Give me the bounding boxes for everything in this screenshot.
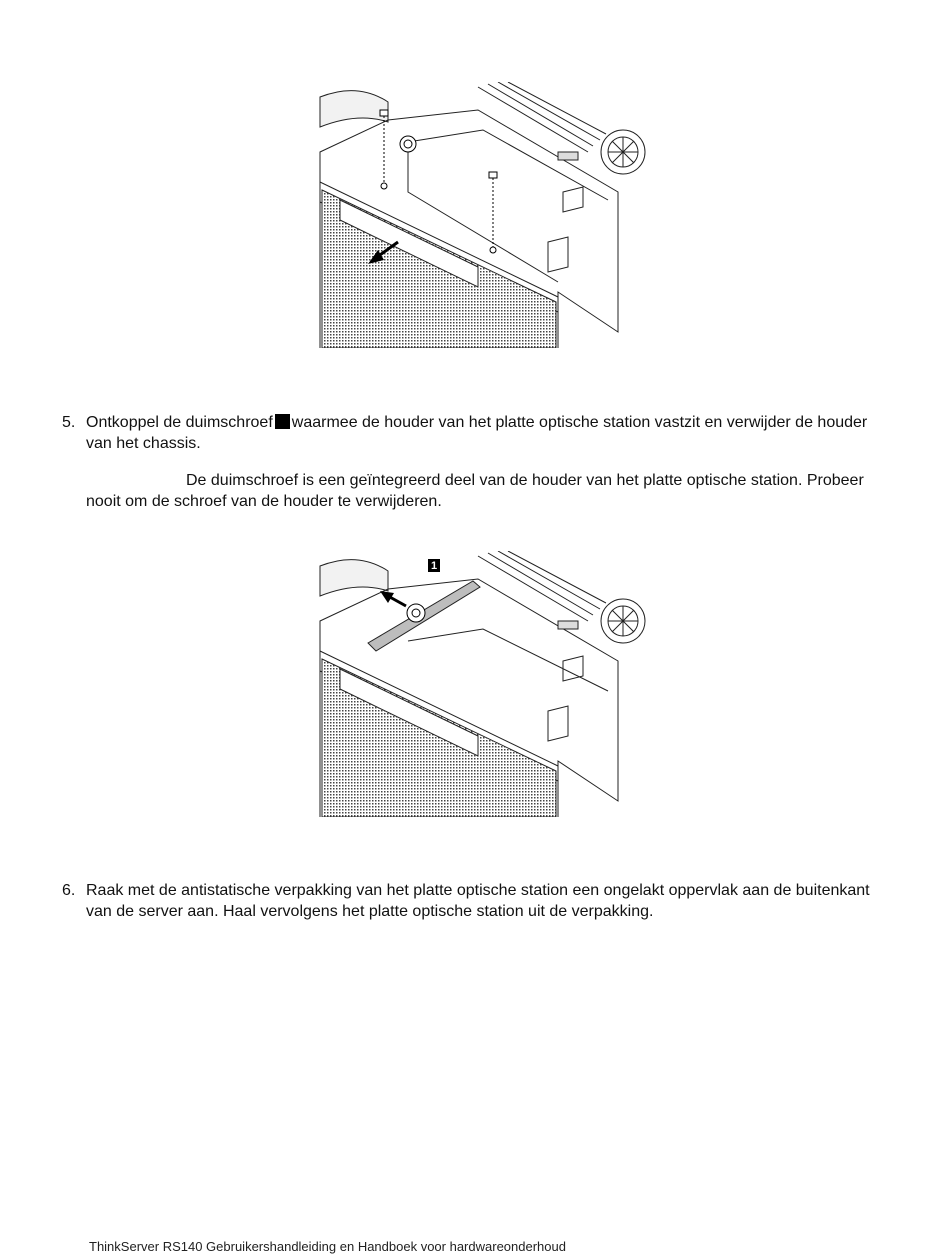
step-text-before: Ontkoppel de duimschroef [86,414,273,431]
note-text: De duimschroef is een geïntegreerd deel van de houder van het platte optische station. Probeer nooit om de schroef van de houder te verwijderen. [86,472,864,510]
chassis-illustration-2 [318,551,646,817]
callout-marker [275,414,290,429]
step-number: 6. [62,882,76,899]
step-6 [62,880,872,922]
step-text-after: waarmee de houder van het platte optische station vastzit en verwijder de houder van het chassis. [86,414,868,452]
page-footer: ThinkServer RS140 Gebruikershandleiding en Handboek voor hardwareonderhoud [89,1239,566,1254]
figure-remove-screws [318,82,646,348]
step-number: 5. [62,414,76,431]
note [86,470,876,512]
figure-remove-bracket [318,551,646,817]
callout-label: 1 [430,560,438,572]
chassis-illustration-1 [318,82,646,348]
step-text: Raak met de antistatische verpakking van het platte optische station een ongelakt oppervlak aan de buitenkant van de server aan. Haal vervolgens het platte optische station uit de verpakking. [86,882,870,920]
step-5 [62,412,872,454]
